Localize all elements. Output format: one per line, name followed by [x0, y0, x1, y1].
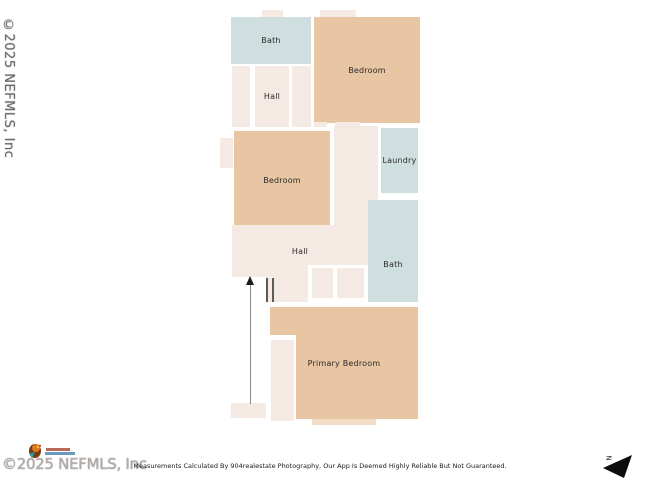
mls-watermark-vertical: ©2025 NEFMLS, Inc: [1, 18, 16, 159]
room-hall-middle: [232, 225, 368, 265]
room-label: Hall: [263, 92, 281, 101]
room-laundry: [381, 128, 418, 193]
room-label: Hall: [291, 247, 309, 256]
room-label: Laundry: [382, 156, 417, 165]
hall-middle-foot: [232, 265, 308, 277]
window-tab-bottom: [312, 419, 376, 425]
room-label: Bath: [383, 260, 403, 269]
hall-upper-segment-right: [292, 66, 311, 127]
door-block-2: [337, 268, 364, 298]
door-marker-icon: [266, 278, 274, 302]
room-bedroom-middle: [234, 131, 330, 230]
hall-upper-segment-left: [232, 66, 250, 127]
room-bedroom-upper: [314, 17, 420, 123]
room-label: Bath: [261, 36, 281, 45]
disclaimer-text: Measurements Calculated By 904realestate Photography, Our App Is Deemed Highly Reliable But Not Guaranteed.: [133, 462, 507, 470]
logo-text-marks-1: [46, 448, 70, 451]
room-hall-upper: [255, 66, 289, 127]
room-bath-upper: [231, 17, 311, 64]
north-arrow-icon: [596, 448, 638, 480]
north-label: N: [604, 455, 613, 461]
mls-watermark-bottom: ©2025 NEFMLS, Inc: [2, 455, 147, 473]
stairs-arrow-line: [250, 284, 251, 404]
door-tab-1: [314, 122, 327, 127]
window-tab-top-1: [262, 10, 283, 17]
door-block-1: [312, 268, 333, 298]
window-tab-top-2: [320, 10, 356, 17]
window-tab-left: [220, 138, 233, 168]
room-label: Bedroom: [263, 176, 301, 185]
room-label: Primary Bedroom: [307, 358, 381, 368]
room-bath-middle: [368, 200, 418, 302]
stairs-strip: [271, 340, 294, 421]
stair-landing: [231, 403, 266, 418]
stairs-arrow-head-icon: [246, 276, 254, 285]
room-label: Bedroom: [348, 65, 386, 75]
